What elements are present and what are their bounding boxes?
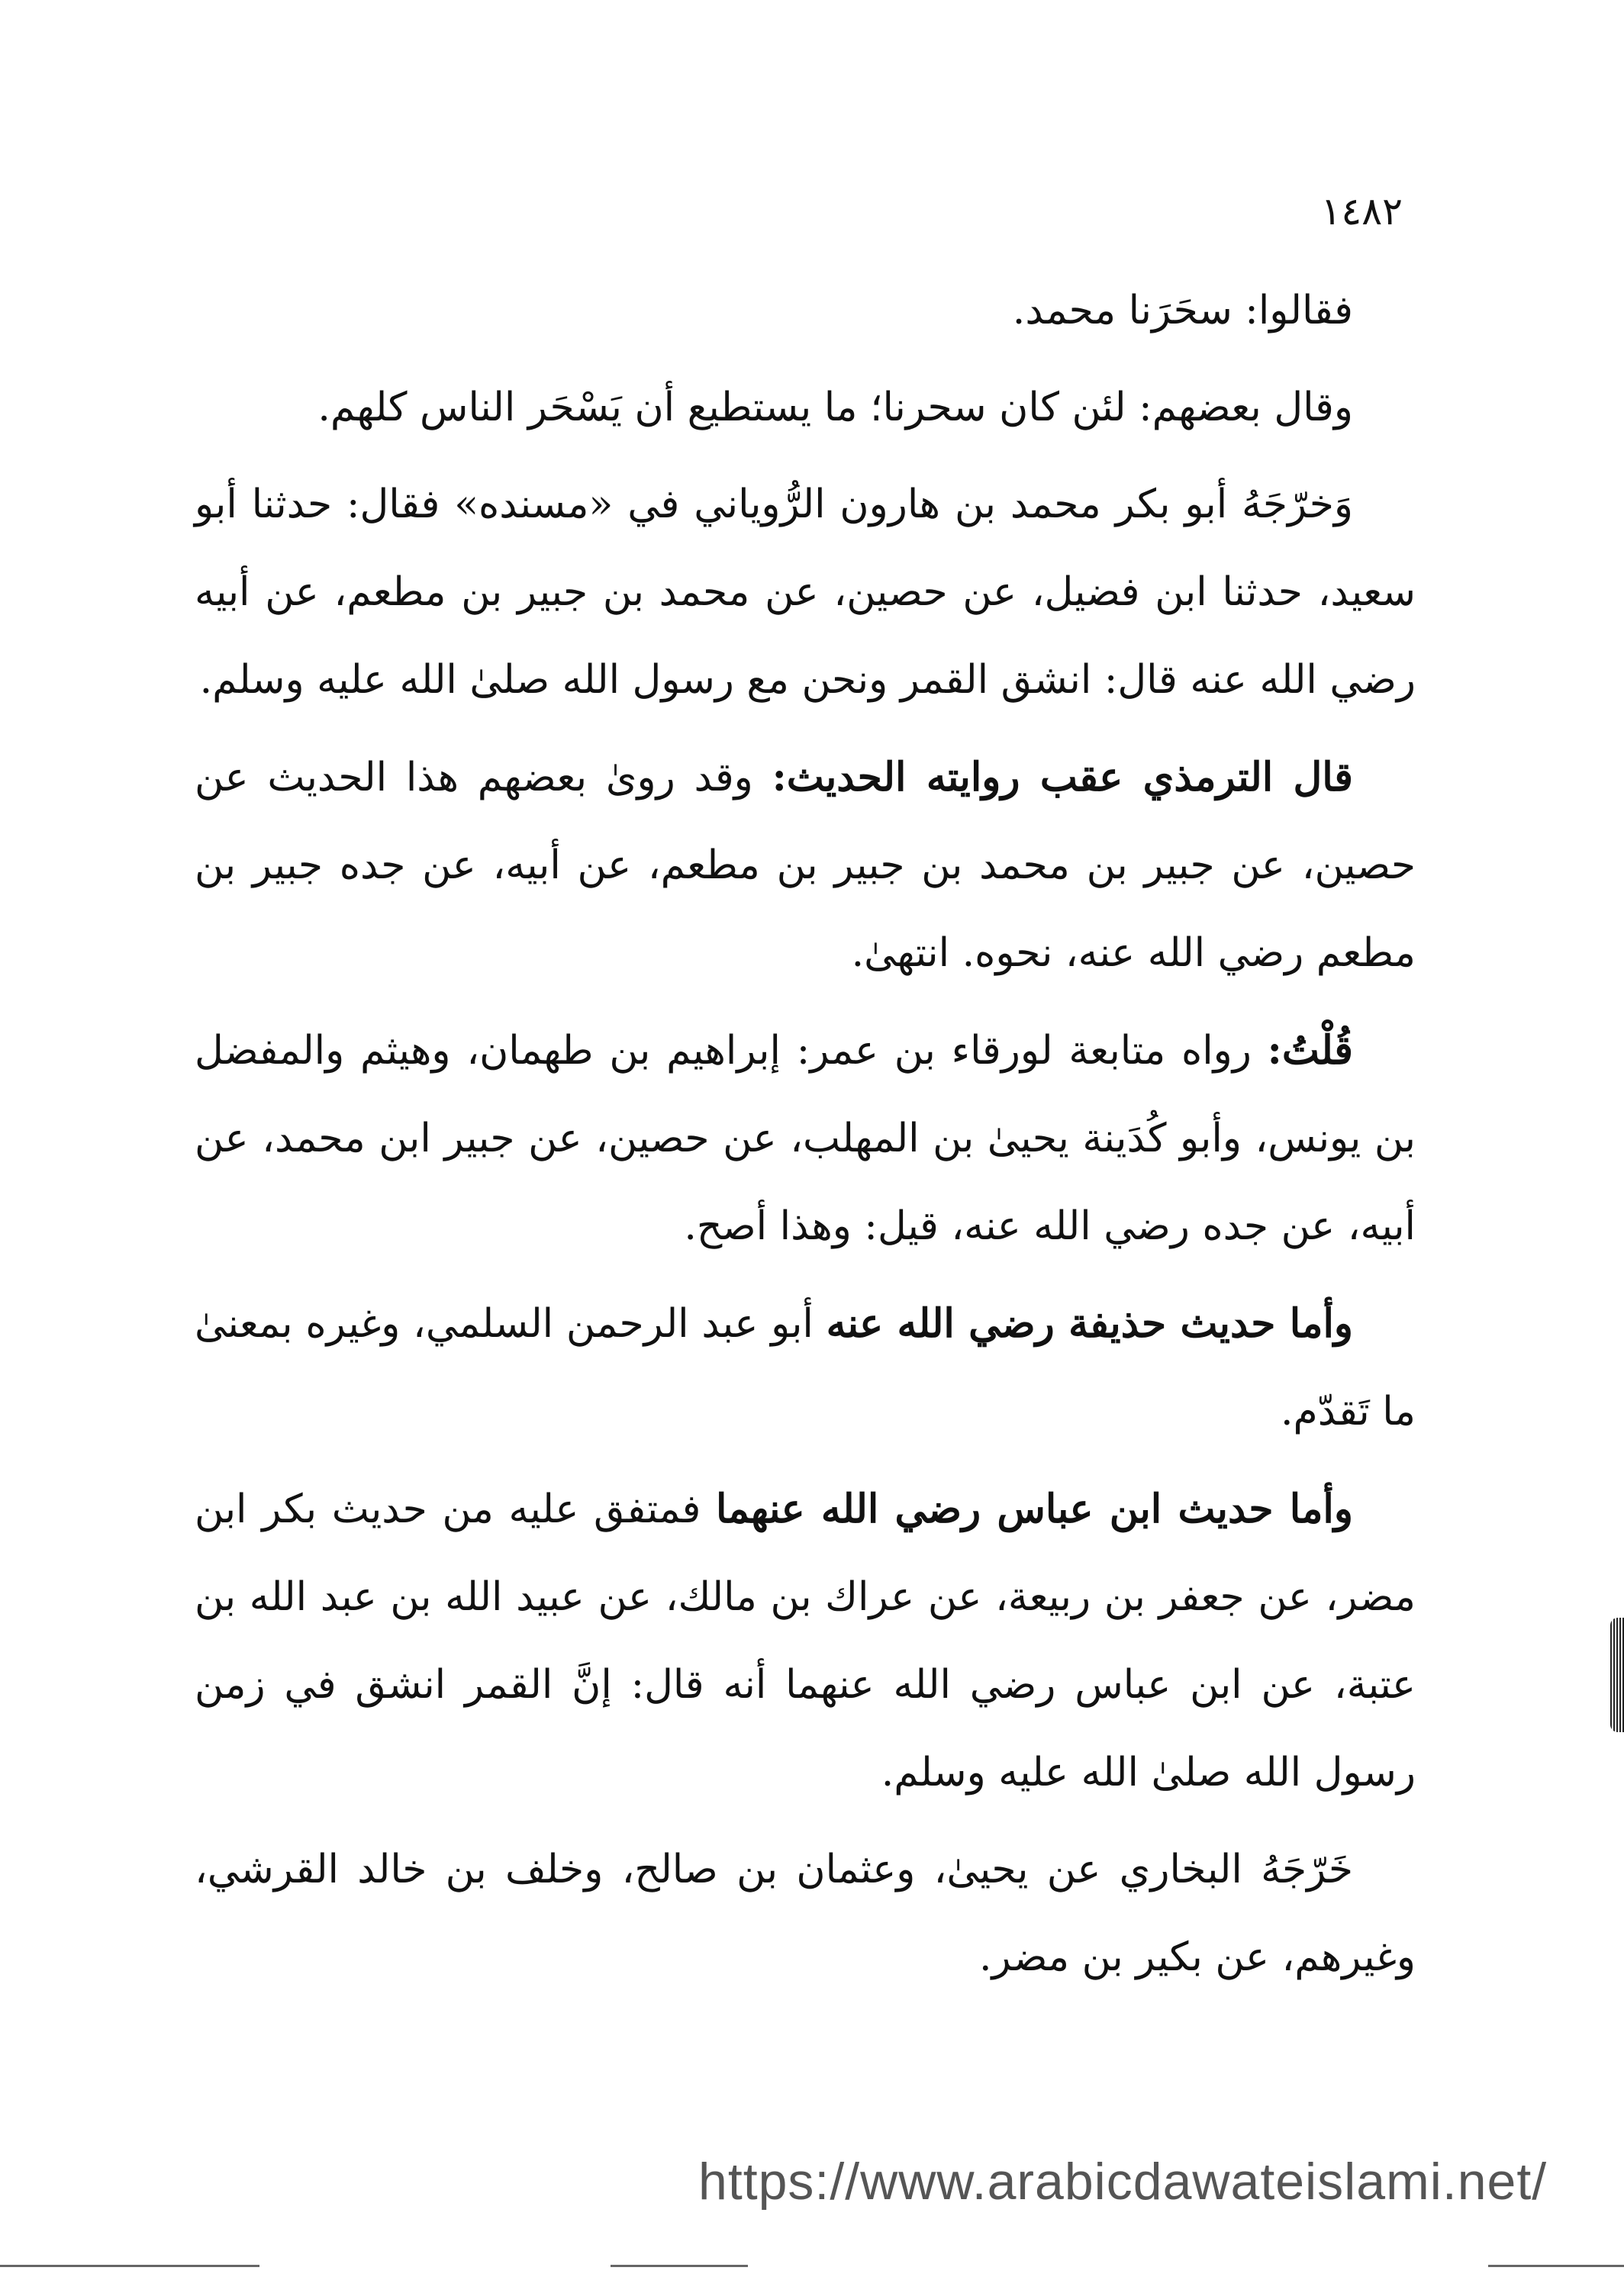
page-number: ١٤٨٢ bbox=[1320, 189, 1403, 233]
paragraph-6: وأما حديث حذيفة رضي الله عنه أبو عبد الرحمن السلمي، وغيره بمعنىٰ ما تَقدّم. bbox=[195, 1300, 1416, 1435]
paragraph-1: فقالوا: سحَرَنا محمد. bbox=[1012, 288, 1353, 333]
paragraph-7: وأما حديث ابن عباس رضي الله عنهما فمتفق عليه من حديث بكر ابن مضر، عن جعفر بن ربيعة، عن عراك بن مالك، عن عبيد الله بن عبد الله بن عتبة، عن ابن عباس رضي الله عنهما أنه قال: إنَّ القمر انشق في زمن رسول الله صلىٰ الله عليه وسلم. bbox=[195, 1486, 1416, 1796]
footer-scan-line-middle bbox=[611, 2265, 748, 2267]
paragraph-4: قال الترمذي عقب روايته الحديث: وقد روىٰ بعضهم هذا الحديث عن حصين، عن جبير بن محمد بن جبير بن مطعم، عن أبيه، عن جده جبير بن مطعم رضي الله عنه، نحوه. انتهىٰ. bbox=[195, 754, 1416, 976]
watermark-url: https://www.arabicdawateislami.net/ bbox=[698, 2153, 1548, 2211]
footer-scan-line-right bbox=[1488, 2265, 1624, 2267]
paragraph-8: خَرّجَهُ البخاري عن يحيىٰ، وعثمان بن صالح، وخلف بن خالد القرشي، وغيرهم، عن بكير بن مضر. bbox=[195, 1847, 1416, 1980]
paragraph-5: قُلْتُ: رواه متابعة لورقاء بن عمر: إبراهيم بن طهمان، وهيثم والمفضل بن يونس، وأبو كُدَينة يحيىٰ بن المهلب، عن حصين، عن جبير ابن محمد، عن أبيه، عن جده رضي الله عنه، قيل: وهذا أصح. bbox=[195, 1027, 1416, 1249]
paragraph-3: وَخرّجَهُ أبو بكر محمد بن هارون الرُّوياني في «مسنده» فقال: حدثنا أبو سعيد، حدثنا ابن فضيل، عن حصين، عن محمد بن جبير بن مطعم، عن أبيه رضي الله عنه قال: انشق القمر ونحن مع رسول الله صلىٰ الله عليه وسلم. bbox=[195, 481, 1416, 703]
paragraph-2: وقال بعضهم: لئن كان سحرنا؛ ما يستطيع أن يَسْحَر الناس كلهم. bbox=[317, 385, 1353, 430]
scan-edge-mark bbox=[1610, 1618, 1624, 1732]
footer-scan-line-left bbox=[0, 2265, 259, 2267]
main-text bbox=[195, 267, 1416, 2011]
